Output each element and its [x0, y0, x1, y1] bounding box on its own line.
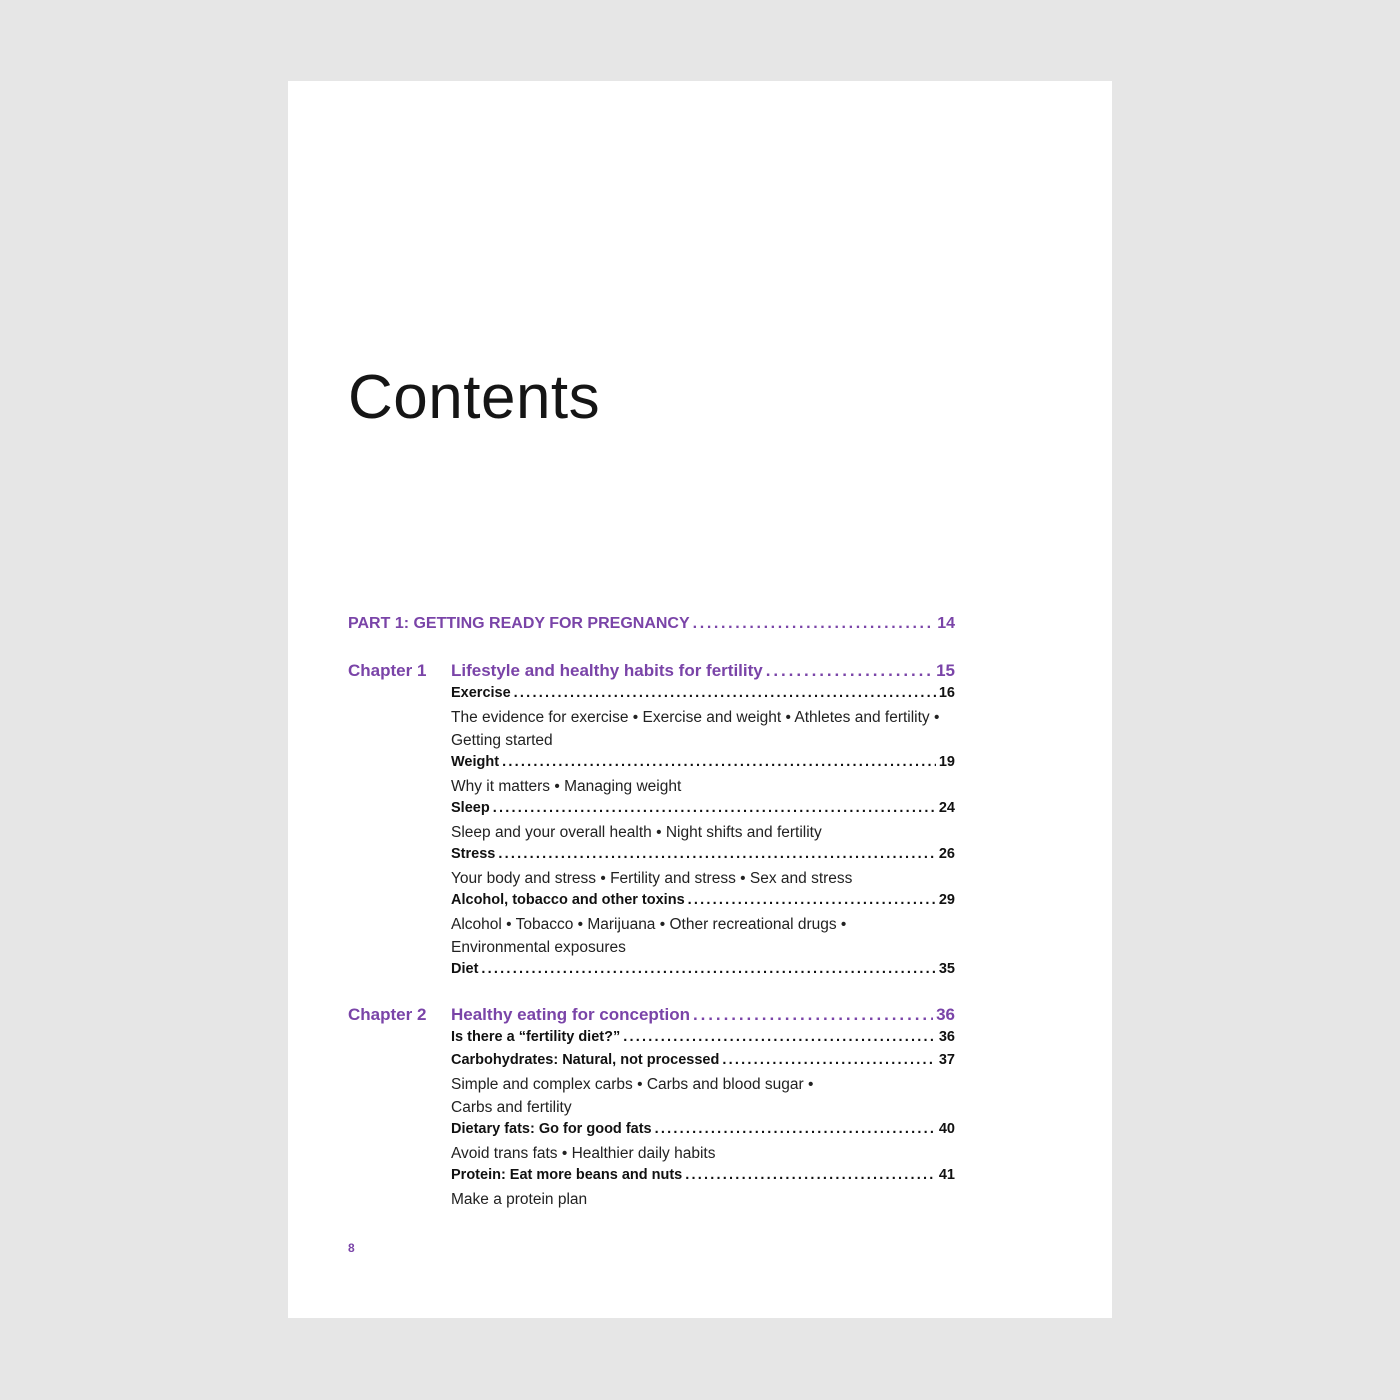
toc-part-title: PART 1: GETTING READY FOR PREGNANCY	[348, 615, 690, 632]
toc-section-page: 40	[938, 1121, 955, 1137]
leader-dots	[693, 1005, 933, 1025]
toc-section-title: Protein: Eat more beans and nuts	[451, 1167, 683, 1183]
toc-section-page: 35	[938, 961, 955, 977]
leader-dots	[655, 1121, 936, 1137]
toc-subtopics: Simple and complex carbs • Carbs and blood sugar •	[451, 1076, 814, 1093]
leader-dots	[688, 892, 936, 908]
leader-dots	[498, 846, 936, 862]
toc-section-title: Is there a “fertility diet?”	[451, 1029, 621, 1045]
chapter-1-label: Chapter 1	[348, 661, 427, 680]
toc-section-title: Weight	[451, 754, 500, 770]
leader-dots	[685, 1167, 936, 1183]
toc-subtopics: The evidence for exercise • Exercise and weight • Athletes and fertility •	[451, 709, 940, 726]
toc-section-page: 36	[938, 1029, 955, 1045]
toc-subtopics: Make a protein plan	[451, 1191, 588, 1208]
toc-chapter-title: Lifestyle and healthy habits for fertility	[451, 661, 763, 680]
toc-chapter-page: 15	[936, 661, 955, 680]
leader-dots	[502, 754, 936, 770]
toc-part-entry[interactable]	[348, 615, 955, 633]
toc-section-title: Diet	[451, 961, 479, 977]
toc-subtopics: Sleep and your overall health • Night shifts and fertility	[451, 824, 822, 841]
toc-subtopics: Carbs and fertility	[451, 1099, 572, 1116]
toc-section-entry[interactable]	[451, 1167, 955, 1183]
toc-section-entry[interactable]	[451, 800, 955, 816]
leader-dots	[693, 615, 935, 633]
toc-subtopics: Alcohol • Tobacco • Marijuana • Other recreational drugs •	[451, 916, 847, 933]
toc-chapter-title: Healthy eating for conception	[451, 1005, 690, 1024]
toc-section-title: Stress	[451, 846, 496, 862]
toc-section-title: Sleep	[451, 800, 490, 816]
toc-section-page: 16	[938, 685, 955, 701]
toc-section-entry[interactable]	[451, 846, 955, 862]
leader-dots	[623, 1029, 936, 1045]
toc-chapter-1-entry[interactable]	[451, 661, 955, 681]
toc-section-entry[interactable]	[451, 961, 955, 977]
toc-chapter-2-entry[interactable]	[451, 1005, 955, 1025]
page-number: 8	[348, 1241, 355, 1255]
toc-chapter-page: 36	[936, 1005, 955, 1024]
toc-section-page: 19	[938, 754, 955, 770]
toc-subtopics: Your body and stress • Fertility and stress • Sex and stress	[451, 870, 853, 887]
toc-subtopics: Why it matters • Managing weight	[451, 778, 682, 795]
leader-dots	[766, 661, 933, 681]
leader-dots	[493, 800, 936, 816]
toc-section-entry[interactable]	[451, 754, 955, 770]
toc-section-page: 41	[938, 1167, 955, 1183]
toc-section-title: Carbohydrates: Natural, not processed	[451, 1052, 720, 1068]
chapter-2-label: Chapter 2	[348, 1005, 427, 1024]
toc-section-entry[interactable]	[451, 1121, 955, 1137]
book-page	[288, 81, 1112, 1318]
toc-section-title: Alcohol, tobacco and other toxins	[451, 892, 685, 908]
toc-section-page: 24	[938, 800, 955, 816]
leader-dots	[481, 961, 935, 977]
page-title: Contents	[348, 363, 601, 432]
toc-subtopics: Environmental exposures	[451, 939, 626, 956]
toc-subtopics: Getting started	[451, 732, 553, 749]
toc-section-title: Dietary fats: Go for good fats	[451, 1121, 652, 1137]
toc-part-page: 14	[937, 615, 955, 632]
toc-section-entry[interactable]	[451, 892, 955, 908]
table-of-contents	[288, 81, 1112, 1318]
toc-section-page: 29	[938, 892, 955, 908]
toc-section-entry[interactable]	[451, 1029, 955, 1045]
leader-dots	[722, 1052, 936, 1068]
toc-subtopics: Avoid trans fats • Healthier daily habits	[451, 1145, 716, 1162]
leader-dots	[514, 685, 936, 701]
toc-section-entry[interactable]	[451, 685, 955, 701]
toc-section-page: 26	[938, 846, 955, 862]
toc-section-entry[interactable]	[451, 1052, 955, 1068]
toc-section-page: 37	[938, 1052, 955, 1068]
toc-section-title: Exercise	[451, 685, 511, 701]
